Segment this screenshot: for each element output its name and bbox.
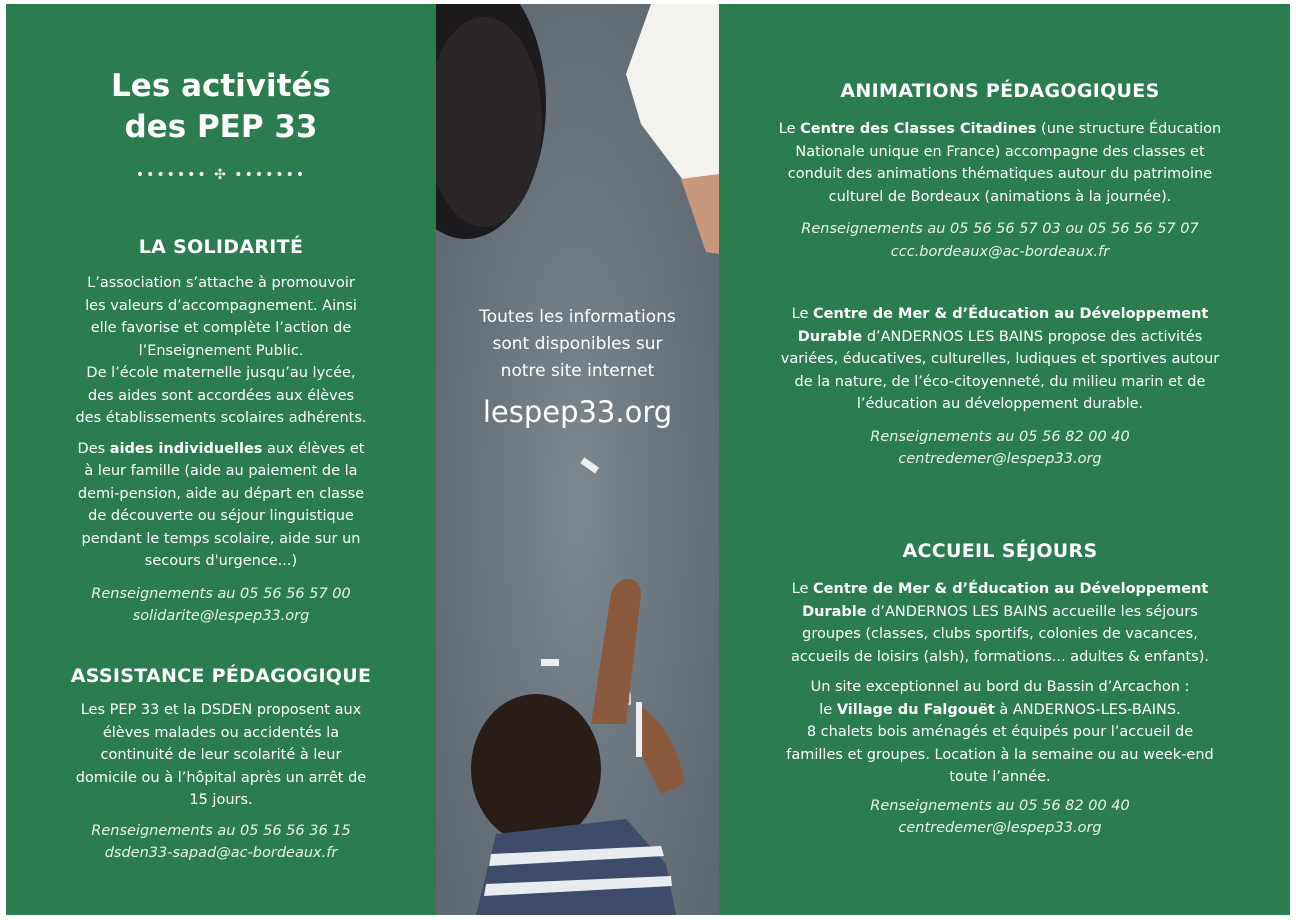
page-title	[6, 66, 436, 148]
section-heading: ANIMATIONS PÉDAGOGIQUES	[840, 80, 1160, 102]
text-line: demi-pension, aide au départ en classe	[77, 485, 365, 502]
contact-email[interactable]: centredemer@lespep33.org	[898, 451, 1102, 467]
children-drawing-illustration	[436, 4, 719, 915]
text-line: groupes (classes, clubs sportifs, colonies de vacances,	[802, 626, 1198, 642]
text-fragment: d’ANDERNOS LES BAINS accueille les séjours	[866, 603, 1198, 620]
text-line: Les PEP 33 et la DSDEN proposent aux	[80, 702, 362, 718]
section-centre-mer	[719, 303, 1281, 471]
text-fragment: Le	[791, 581, 814, 597]
text-line: 8 chalets bois aménagés et équipés pour l’accueil de	[806, 724, 1194, 740]
bold-text: Centre de Mer & d’Éducation au Développement	[813, 306, 1209, 322]
text-fragment: Le	[778, 121, 801, 137]
text-line: des aides sont accordées aux élèves	[87, 387, 355, 404]
bold-text: Centre de Mer & d’Éducation au Développement	[813, 581, 1209, 597]
section-heading: ASSISTANCE PÉDAGOGIQUE	[70, 665, 372, 687]
text-fragment: Des	[77, 440, 110, 457]
text-line: à leur famille (aide au paiement de la	[84, 463, 358, 479]
callout-line: sont disponibles sur	[492, 334, 663, 354]
text-line	[719, 699, 1281, 722]
text-fragment: d’ANDERNOS LES BAINS propose des activités	[862, 328, 1203, 345]
text-line: Un site exceptionnel au bord du Bassin d’Arcachon :	[810, 679, 1190, 695]
text-line: l’éducation au développement durable.	[856, 396, 1144, 412]
callout-line: notre site internet	[500, 361, 655, 381]
text-line: toute l’année.	[949, 769, 1051, 785]
section-solidarite	[6, 236, 436, 628]
left-panel	[6, 4, 436, 915]
text-line: Nationale unique en France) accompagne des classes et	[795, 143, 1205, 160]
decorative-divider: ••••••• ✣ •••••••	[135, 167, 307, 183]
section-assistance	[6, 665, 436, 865]
text-line: De l’école maternelle jusqu’au lycée,	[86, 365, 356, 381]
callout-line: Toutes les informations	[479, 307, 676, 327]
text-line	[719, 601, 1281, 624]
contact-phone: Renseignements au 05 56 82 00 40	[870, 797, 1130, 814]
text-line: secours d'urgence...)	[144, 553, 298, 569]
text-line: de la nature, de l’éco-citoyenneté, du milieu marin et de	[794, 373, 1206, 390]
text-line	[6, 438, 436, 461]
text-line	[719, 326, 1281, 349]
bold-text: aides individuelles	[109, 440, 263, 457]
right-panel	[719, 4, 1290, 915]
text-line: pendant le temps scolaire, aide sur un	[81, 530, 361, 547]
text-line: 15 jours.	[189, 792, 253, 808]
bold-text: Durable	[802, 603, 867, 620]
contact-email[interactable]: dsden33-sapad@ac-bordeaux.fr	[104, 845, 338, 861]
text-line: les valeurs d’accompagnement. Ainsi	[85, 297, 357, 314]
website-callout	[436, 304, 719, 433]
contact-email[interactable]: solidarite@lespep33.org	[132, 608, 310, 624]
text-fragment: le	[819, 701, 837, 718]
text-fragment: à ANDERNOS-LES-BAINS.	[994, 701, 1181, 718]
contact-email[interactable]: ccc.bordeaux@ac-bordeaux.fr	[890, 243, 1110, 260]
text-line: variées, éducatives, culturelles, ludiques et sportives autour	[780, 351, 1220, 367]
text-line: l’Enseignement Public.	[138, 342, 304, 359]
text-line: accueils de loisirs (alsh), formations... adultes & enfants).	[791, 648, 1209, 665]
text-line: L’association s’attache à promouvoir	[87, 275, 355, 291]
text-fragment: (une structure Éducation	[1036, 121, 1222, 137]
text-line: conduit des animations thématiques autour du patrimoine	[787, 166, 1213, 182]
text-line: elle favorise et complète l’action de	[90, 320, 352, 336]
text-line	[719, 303, 1281, 326]
text-line: familles et groupes. Location à la semaine ou au week-end	[786, 746, 1214, 763]
section-heading: LA SOLIDARITÉ	[138, 236, 304, 258]
contact-phone: Renseignements au 05 56 82 00 40	[870, 428, 1130, 445]
contact-email[interactable]: centredemer@lespep33.org	[898, 820, 1102, 836]
contact-phone: Renseignements au 05 56 56 36 15	[91, 822, 351, 839]
title-line-1: Les activités	[111, 68, 331, 104]
text-line	[719, 118, 1281, 141]
text-line: de découverte ou séjour linguistique	[88, 508, 354, 524]
text-line: domicile ou à l’hôpital après un arrêt de	[75, 769, 367, 786]
contact-phone: Renseignements au 05 56 56 57 03 ou 05 56 56 57 07	[801, 221, 1199, 237]
contact-phone: Renseignements au 05 56 56 57 00	[91, 585, 351, 602]
text-line: culturel de Bordeaux (animations à la journée).	[828, 188, 1172, 205]
title-line-2: des PEP 33	[124, 109, 318, 145]
text-line: élèves malades ou accidentés la	[102, 724, 340, 741]
text-line: des établissements scolaires adhérents.	[75, 410, 367, 426]
bold-text: Durable	[797, 328, 863, 345]
text-fragment: aux élèves et	[262, 440, 365, 457]
text-fragment: Le	[791, 306, 814, 322]
section-animations	[719, 80, 1281, 263]
text-line	[719, 578, 1281, 601]
text-line: continuité de leur scolarité à leur	[100, 747, 342, 763]
bold-text: Centre des Classes Citadines	[800, 121, 1037, 137]
chalkboard-photo	[436, 4, 719, 915]
bold-text: Village du Falgouët	[836, 701, 995, 718]
section-heading: ACCUEIL SÉJOURS	[902, 540, 1098, 562]
website-link[interactable]: lespep33.org	[482, 395, 673, 429]
section-accueil	[719, 540, 1281, 840]
